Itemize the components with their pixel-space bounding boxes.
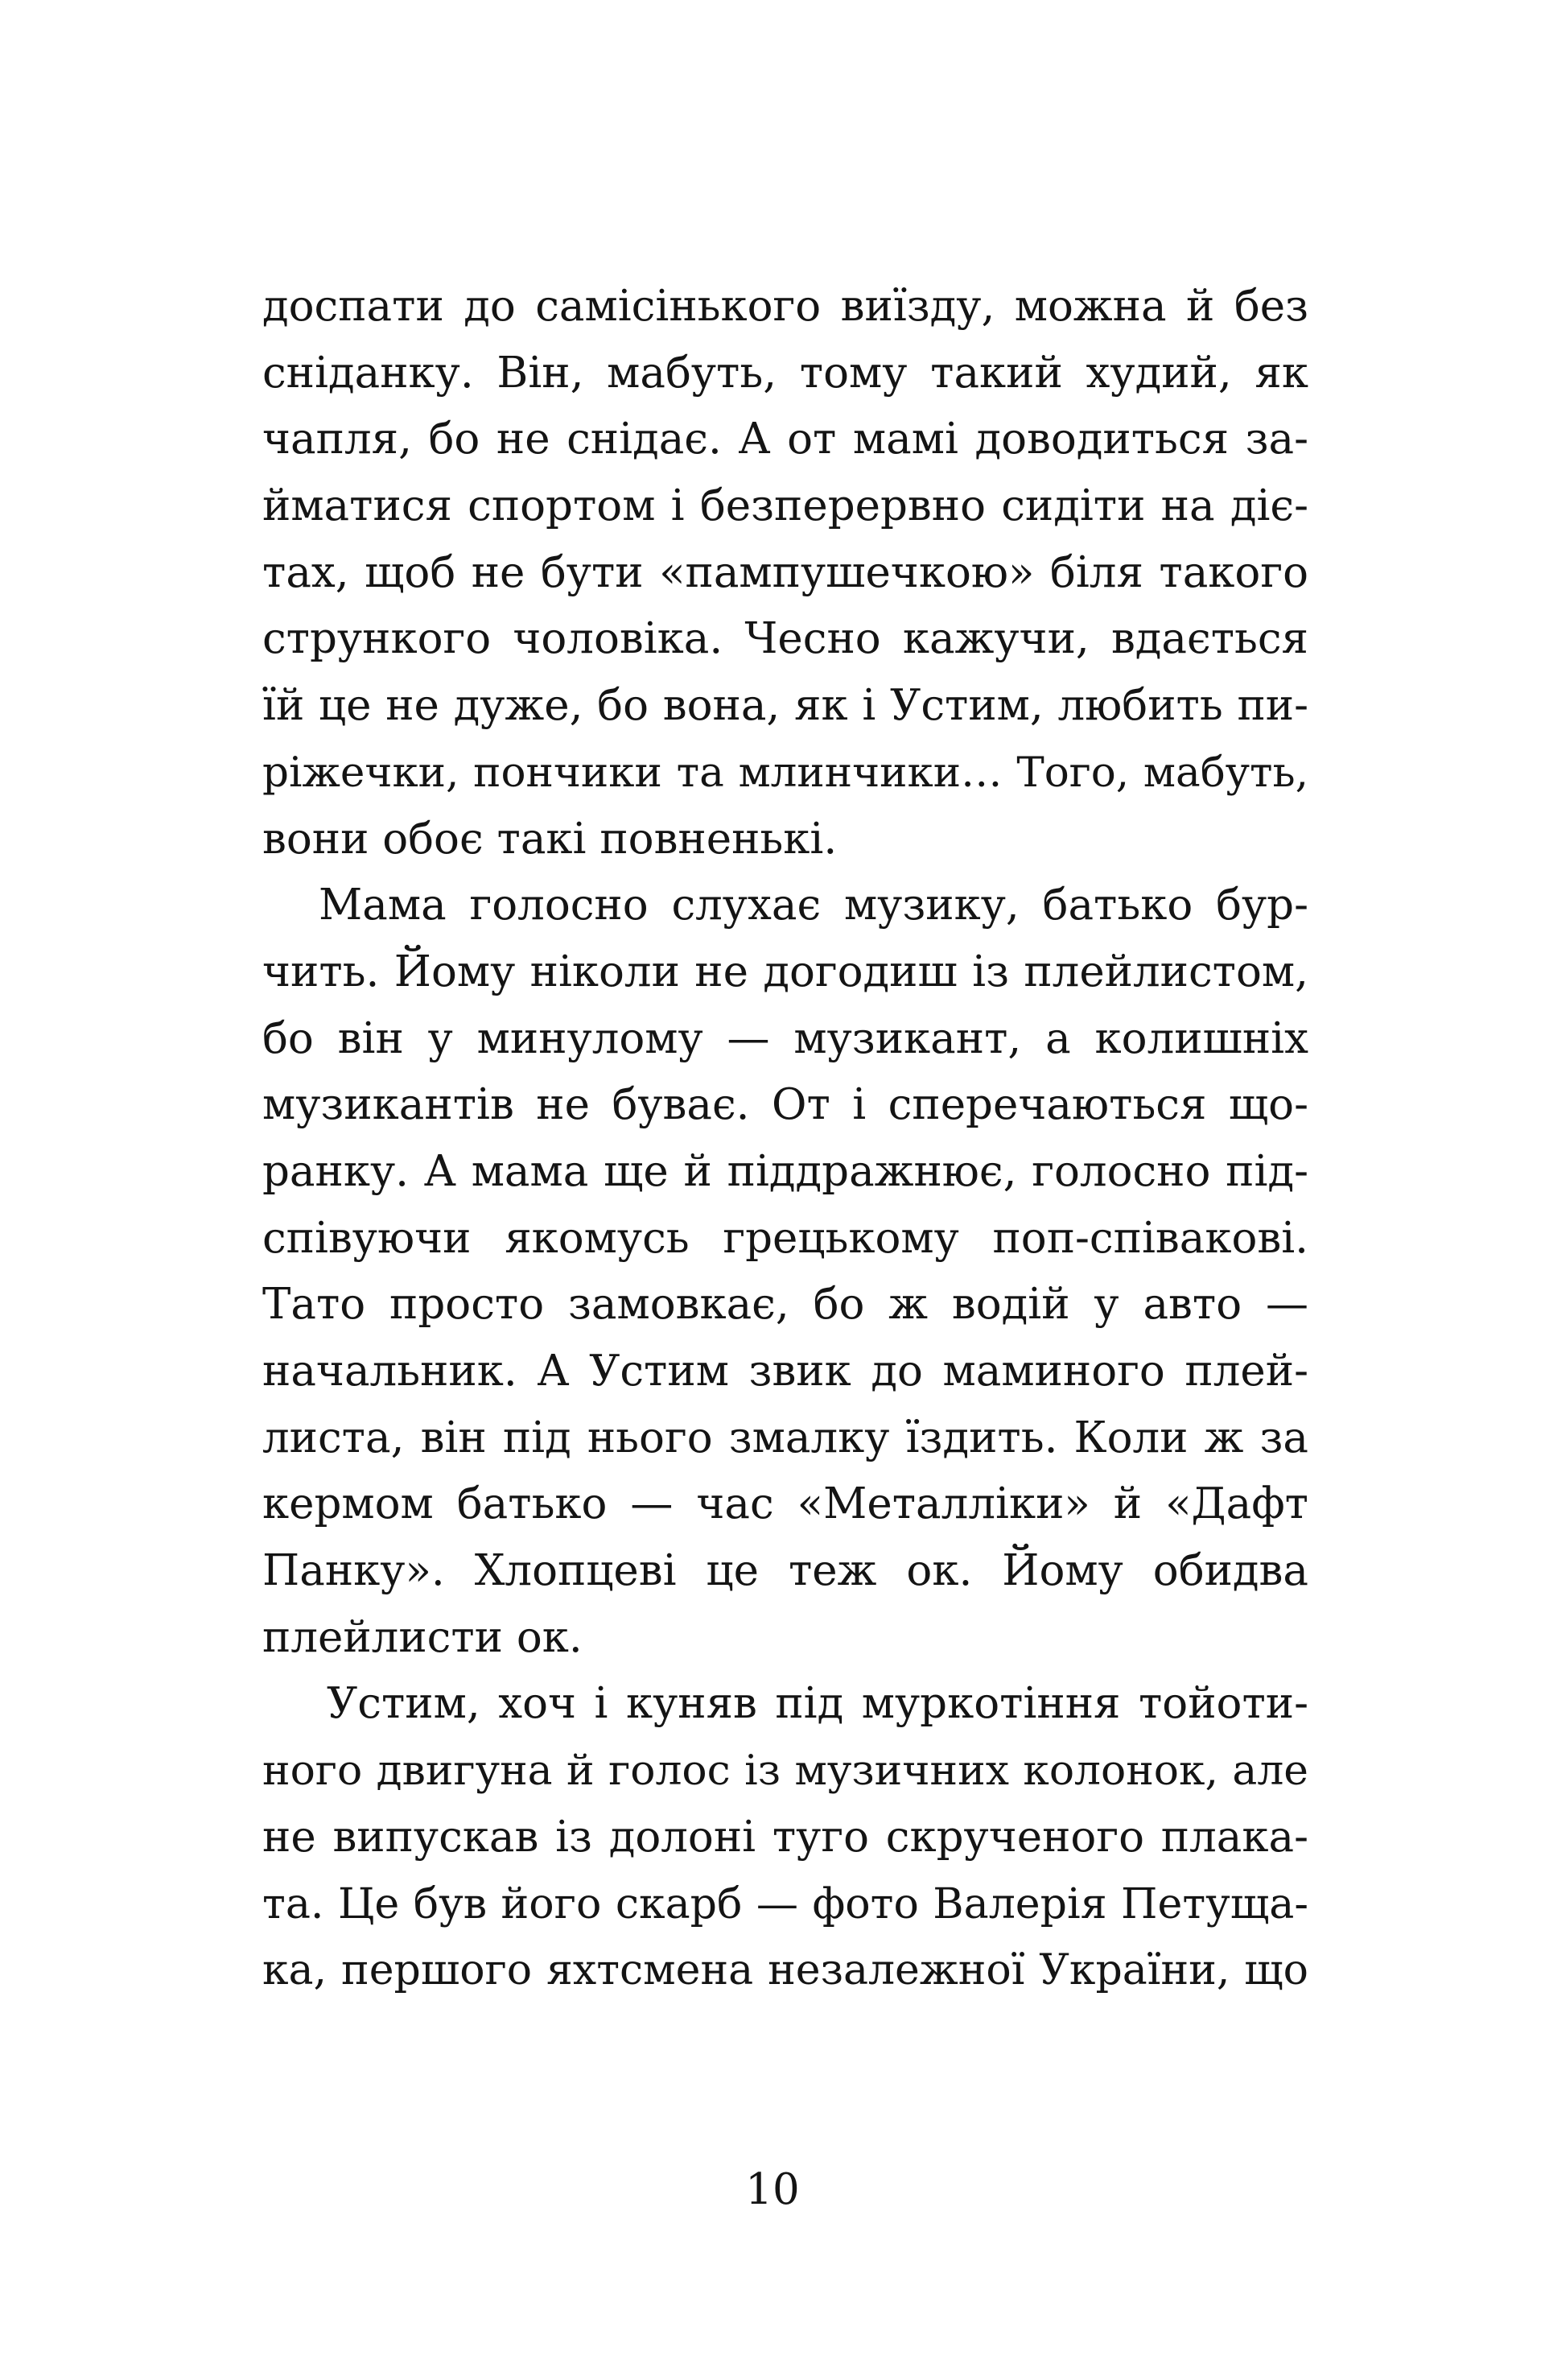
text-line: Устим, хоч і куняв під муркотіння тойоти- xyxy=(327,1679,1308,1729)
text-line: музикантів не буває. От і сперечаються що- xyxy=(262,1080,1308,1130)
text-line: Тато просто замовкає, бо ж водій у авто — xyxy=(262,1280,1308,1330)
text-line: йматися спортом і безперервно сидіти на діє- xyxy=(262,481,1308,531)
text-line: ріжечки, пончики та млинчики… Того, мабуть, xyxy=(262,748,1308,797)
text-line: чить. Йому ніколи не догодиш із плейлистом, xyxy=(262,947,1308,996)
text-line: та. Це був його скарб — фото Валерія Петуща- xyxy=(262,1879,1308,1928)
text-line: листа, він під нього змалку їздить. Коли ж за xyxy=(262,1413,1308,1462)
text-line: не випускав із долоні туго скрученого плака- xyxy=(262,1812,1308,1862)
text-line: вони обоє такі повненькі. xyxy=(262,814,838,864)
text-line: чапля, бо не снідає. А от мамі доводиться за- xyxy=(262,415,1308,464)
text-line: ранку. А мама ще й піддражнює, голосно під- xyxy=(262,1146,1308,1196)
text-line: Мама голосно слухає музику, батько бур- xyxy=(319,881,1308,930)
text-line: співуючи якомусь грецькому поп-співакові. xyxy=(262,1213,1308,1263)
text-line: начальник. А Устим звик до маминого плей- xyxy=(262,1347,1308,1396)
body-text xyxy=(262,274,1308,2004)
text-line: кермом батько — час «Металліки» й «Дафт xyxy=(262,1479,1308,1529)
text-line: стрункого чоловіка. Чесно кажучи, вдається xyxy=(262,614,1308,664)
text-line: їй це не дуже, бо вона, як і Устим, любить пи- xyxy=(262,681,1308,731)
text-line: бо він у минулому — музикант, а колишніх xyxy=(262,1013,1308,1063)
text-line: ка, першого яхтсмена незалежної України, що xyxy=(262,1946,1308,1995)
text-line: сніданку. Він, мабуть, тому такий худий, як xyxy=(262,348,1308,398)
text-line: Панку». Хлопцеві це теж ок. Йому обидва xyxy=(262,1546,1308,1596)
text-line: тах, щоб не бути «пампушечкою» біля такого xyxy=(262,547,1308,597)
text-line: ного двигуна й голос із музичних колонок, але xyxy=(262,1747,1308,1796)
text-line: плейлисти ок. xyxy=(262,1612,583,1662)
page-number: 10 xyxy=(745,2165,800,2214)
text-line: доспати до самісінького виїзду, можна й без xyxy=(262,282,1308,331)
